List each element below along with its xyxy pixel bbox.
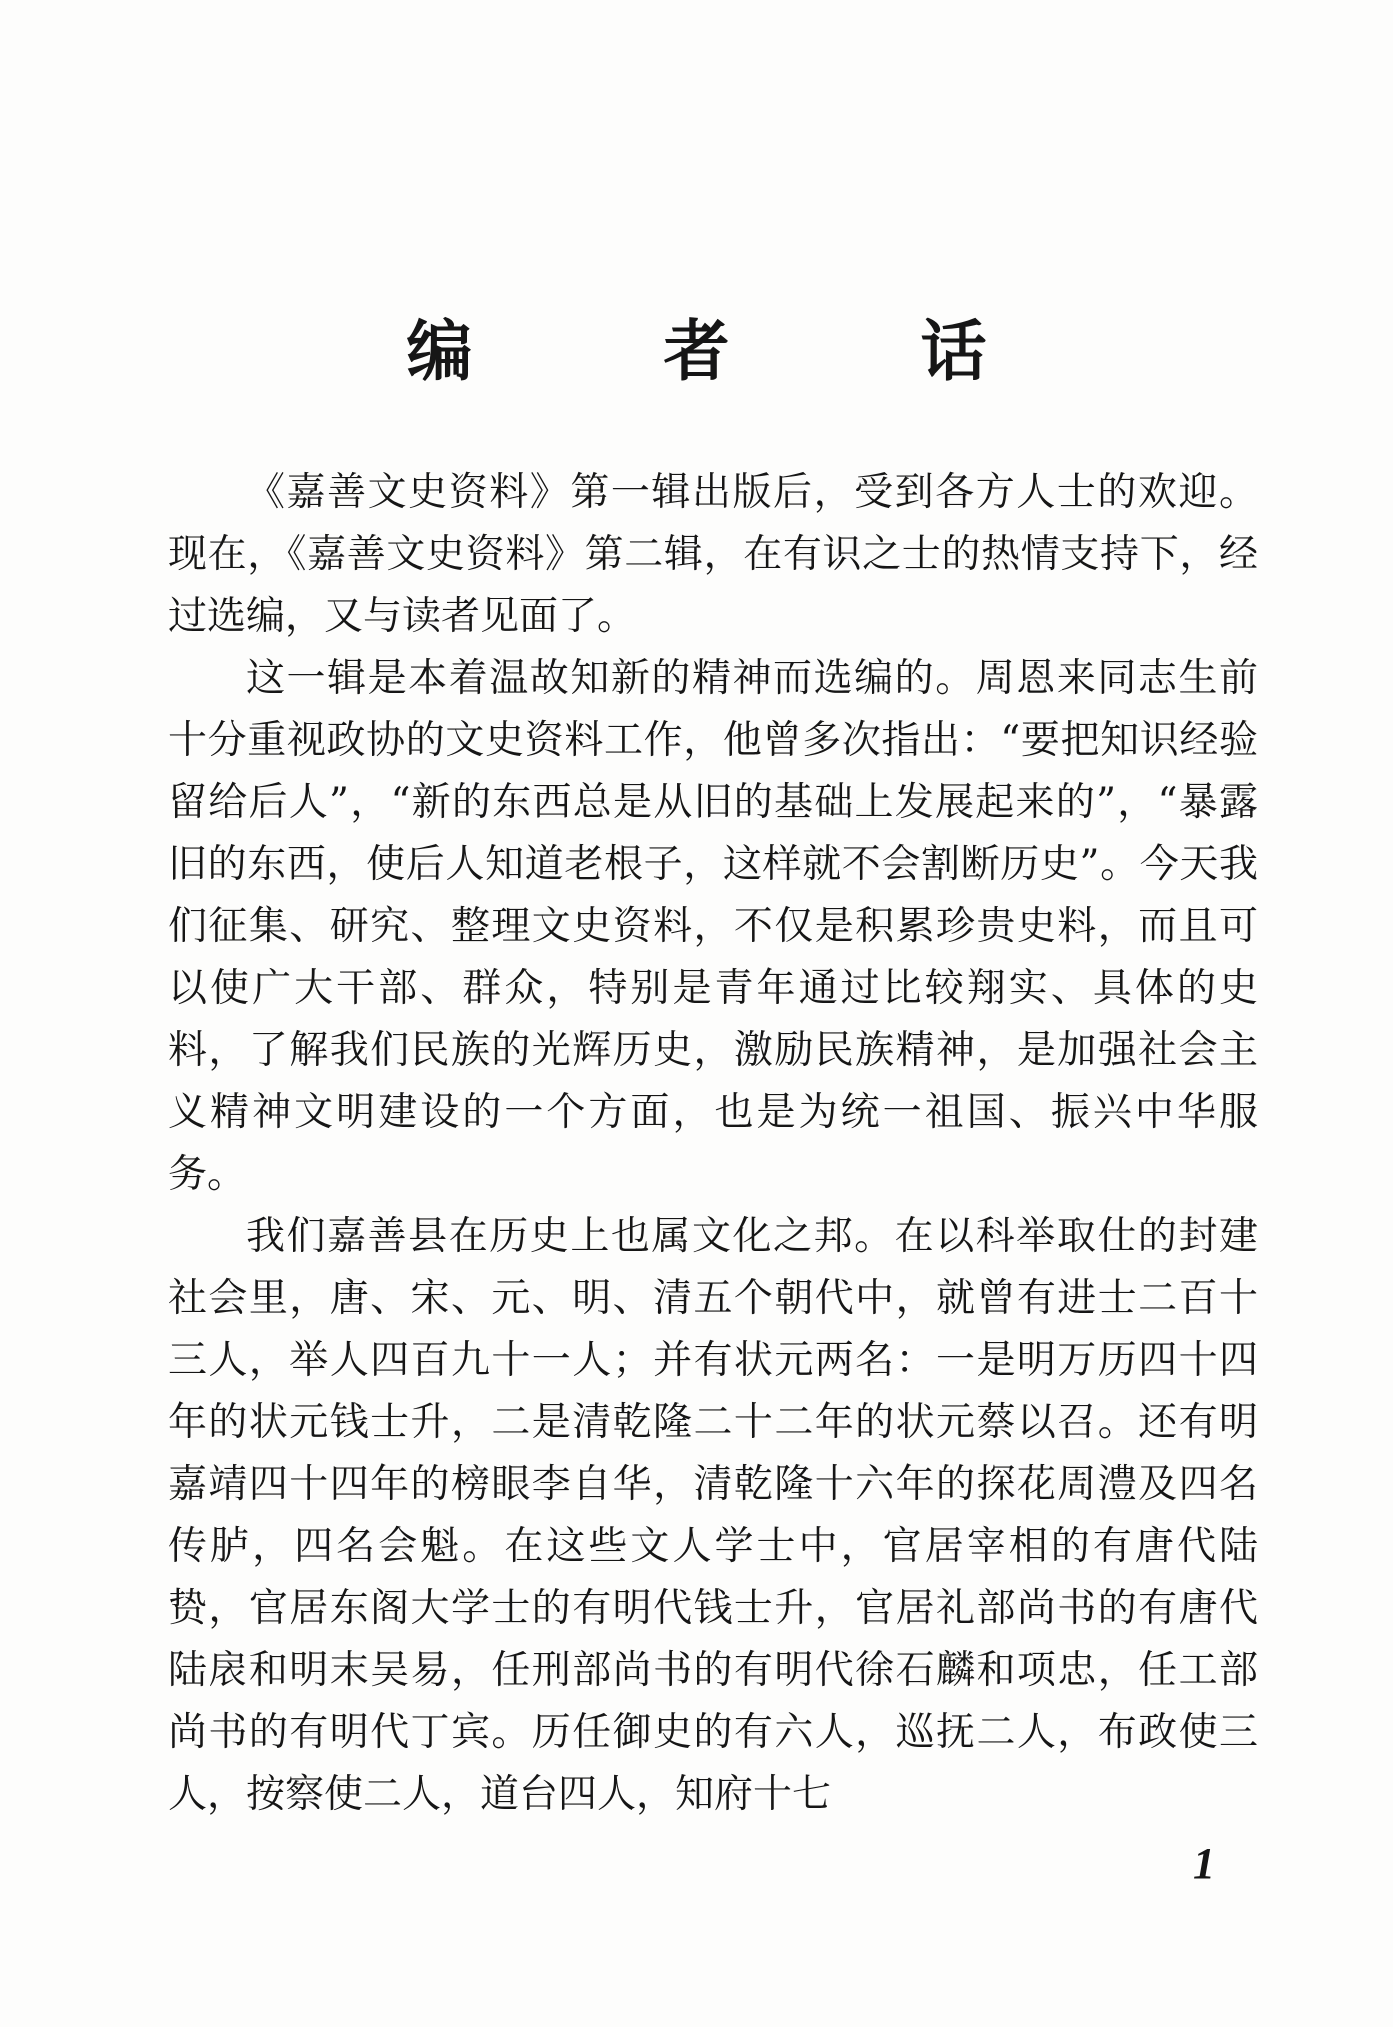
paragraph-3: 我们嘉善县在历史上也属文化之邦。在以科举取仕的封建社会里，唐、宋、元、明、清五个朝代中，就曾有进士二百十三人，举人四百九十一人；并有状元两名：一是明万历四十四年的状元钱士升，二是清乾隆二十二年的状元蔡以召。还有明嘉靖四十四年的榜眼李自华，清乾隆十六年的探花周澧及四名传胪，四名会魁。在这些文人学士中，官居宰相的有唐代陆贽，官居东阁大学士的有明代钱士升，官居礼部尚书的有唐代陆扆和明末吴易，任刑部尚书的有明代徐石麟和项忠，任工部尚书的有明代丁宾。历任御史的有六人，巡抚二人，布政使三人，按察使二人，道台四人，知府十七 [168, 1214, 1258, 1817]
page-number: 1 [1193, 1839, 1215, 1888]
paragraph-2: 这一辑是本着温故知新的精神而选编的。周恩来同志生前十分重视政协的文史资料工作，他曾多次指出：“要把知识经验留给后人”，“新的东西总是从旧的基础上发展起来的”，“暴露旧的东西，使后人知道老根子，这样就不会割断历史”。今天我们征集、研究、整理文史资料，不仅是积累珍贵史料，而且可以使广大干部、群众，特别是青年通过比较翔实、具体的史料，了解我们民族的光辉历史，激励民族精神，是加强社会主义精神文明建设的一个方面，也是为统一祖国、振兴中华服务。 [168, 656, 1258, 1197]
page-title: 编 者 话 [406, 312, 1071, 390]
paragraph-1: 《嘉善文史资料》第一辑出版后，受到各方人士的欢迎。现在，《嘉善文史资料》第二辑，在有识之士的热情支持下，经过选编，又与读者见面了。 [168, 470, 1258, 639]
body-text [168, 462, 1258, 1826]
